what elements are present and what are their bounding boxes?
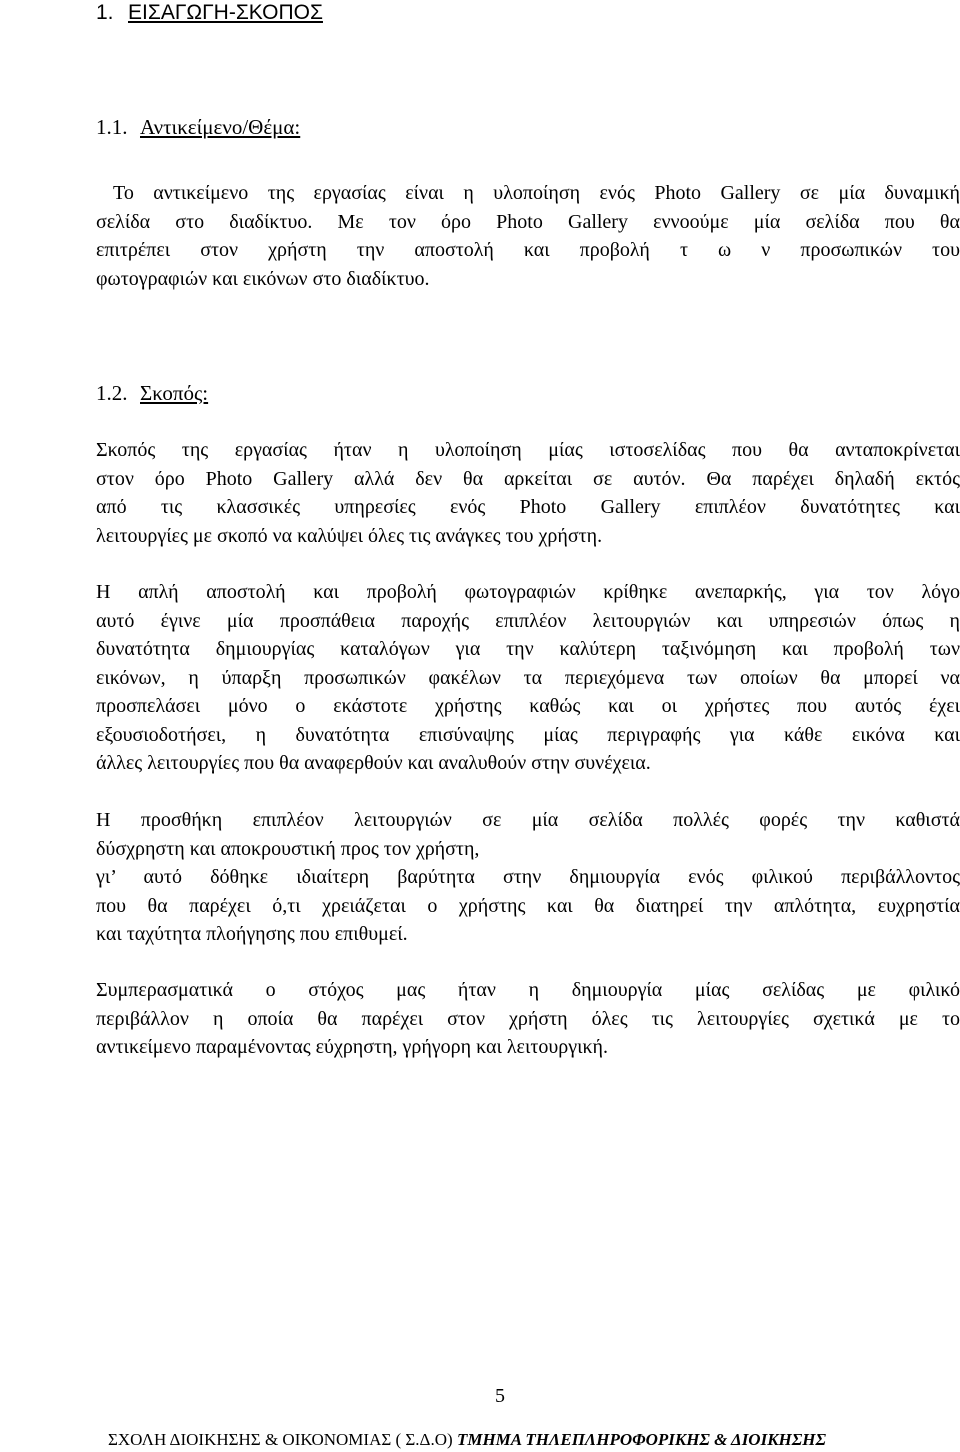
section-1-2-paragraph-1 — [96, 436, 960, 550]
text-line: σελίδα στο διαδίκτυο. Με τον όρο Photo Gallery εννοούμε μία σελίδα που θα — [96, 210, 960, 233]
section-1-1-paragraph — [96, 179, 960, 293]
text-line: εξουσιοδοτήσει, η δυνατότητα επισύναψης μίας περιγραφής για κάθε εικόνα και — [96, 723, 960, 746]
text-line: προσπελάσει μόνο ο εκάστοτε χρήστης καθώς και οι χρήστες που αυτός έχει — [96, 695, 960, 717]
page-number: 5 — [495, 1385, 505, 1407]
footer-department: ΤΜΗΜΑ ΤΗΛΕΠΛΗΡΟΦΟΡΙΚΗΣ & ΔΙΟΙΚΗΣΗΣ — [456, 1430, 827, 1449]
section-number: 1.1. — [96, 115, 128, 139]
text-line: γι’ αυτό δόθηκε ιδιαίτερη βαρύτητα στην δημιουργία ενός φιλικού περιβάλλοντος — [96, 866, 960, 888]
text-line: επιτρέπει στον χρήστη την αποστολή και προβολή τ ω ν προσωπικών του — [96, 239, 960, 261]
section-title: Αντικείμενο/Θέμα: — [140, 115, 301, 139]
text-line: Σκοπός της εργασίας ήταν η υλοποίηση μίας ιστοσελίδας που θα ανταποκρίνεται — [96, 439, 960, 461]
text-line: και ταχύτητα πλοήγησης που επιθυμεί. — [96, 923, 408, 945]
text-line: δύσχρηστη και αποκρουστική προς τον χρήστη, — [96, 837, 480, 860]
footer-school: ΣΧΟΛΗ ΔΙΟΙΚΗΣΗΣ & ΟΙΚΟΝΟΜΙΑΣ ( Σ.Δ.Ο) — [108, 1430, 453, 1449]
text-line: που θα παρέχει ό,τι χρειάζεται ο χρήστης και θα διατηρεί την απλότητα, ευχρηστία — [96, 894, 960, 917]
text-line: φωτογραφιών και εικόνων στο διαδίκτυο. — [96, 267, 430, 290]
text-line: Το αντικείμενο της εργασίας είναι η υλοποίηση ενός Photo Gallery σε μία δυναμική — [113, 182, 960, 204]
main-heading — [96, 0, 323, 26]
text-line: δυνατότητα δημιουργίας καταλόγων για την καλύτερη ταξινόμηση και προβολή των — [96, 638, 960, 660]
text-line: εικόνων, η ύπαρξη προσωπικών φακέλων τα περιεχόμενα των οποίων θα μπορεί να — [96, 666, 960, 689]
section-title: Σκοπός: — [140, 381, 209, 405]
text-line: λειτουργίες με σκοπό να καλύψει όλες τις ανάγκες του χρήστη. — [96, 524, 603, 547]
section-1-2-paragraph-3 — [96, 806, 960, 949]
section-1-2-paragraph-2 — [96, 578, 960, 778]
heading-number: 1. — [96, 1, 114, 24]
section-number: 1.2. — [96, 381, 128, 405]
section-1-2-paragraph-4 — [96, 976, 960, 1062]
text-line: στον όρο Photo Gallery αλλά δεν θα αρκείται σε αυτόν. Θα παρέχει δηλαδή εκτός — [96, 467, 960, 490]
section-1-1-heading — [96, 114, 300, 140]
text-line: Η απλή αποστολή και προβολή φωτογραφιών κρίθηκε ανεπαρκής, για τον λόγο — [96, 581, 960, 603]
heading-title: ΕΙΣΑΓΩΓΗ-ΣΚΟΠΟΣ — [128, 1, 323, 24]
text-line: αντικείμενο παραμένοντας εύχρηστη, γρήγορη και λειτουργική. — [96, 1036, 609, 1058]
text-line: άλλες λειτουργίες που θα αναφερθούν και αναλυθούν στην συνέχεια. — [96, 752, 651, 774]
page-footer — [108, 1430, 826, 1450]
text-line: Συμπερασματικά ο στόχος μας ήταν η δημιουργία μίας σελίδας με φιλικό — [96, 979, 960, 1001]
section-1-2-heading — [96, 380, 208, 406]
text-line: Η προσθήκη επιπλέον λειτουργιών σε μία σελίδα πολλές φορές την καθιστά — [96, 809, 960, 831]
text-line: περιβάλλον η οποία θα παρέχει στον χρήστη όλες τις λειτουργίες σχετικά με το — [96, 1007, 960, 1030]
text-line: αυτό έγινε μία προσπάθεια παροχής επιπλέον λειτουργιών και υπηρεσιών όπως η — [96, 609, 960, 632]
text-line: από τις κλασσικές υπηρεσίες ενός Photo Gallery επιπλέον δυνατότητες και — [96, 496, 960, 518]
